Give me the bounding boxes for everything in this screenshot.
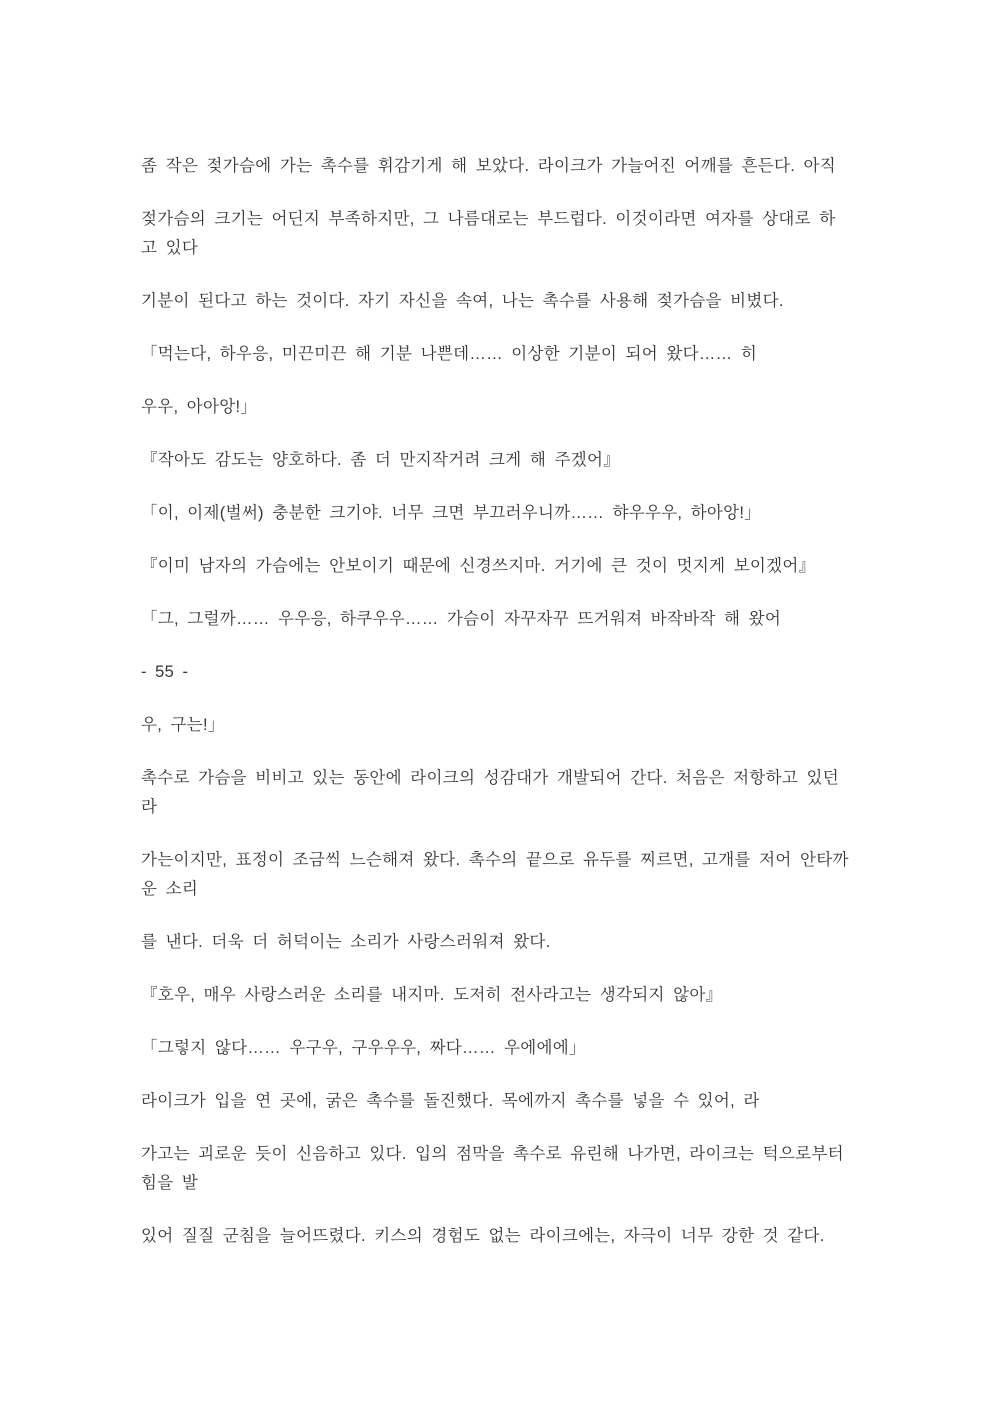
- paragraph: [141, 981, 881, 1010]
- text-line: 젖가슴의 크기는 어딘지 부족하지만, 그 나름대로는 부드럽다. 이것이라면 여자를 상대로 하: [141, 210, 836, 228]
- page-number: [141, 658, 881, 687]
- paragraph: [141, 340, 881, 369]
- text-line: 「그렇지 않다…… 우구우, 구우우우, 짜다…… 우에에에」: [141, 1039, 586, 1057]
- text-line: 우우, 아아앙!」: [141, 398, 258, 416]
- paragraph: [141, 552, 881, 581]
- text-line: 「이, 이제(벌써) 충분한 크기야. 너무 크면 부끄러우니까…… 햐우우우, 하아앙!」: [141, 504, 762, 522]
- text-line: 가고는 괴로운 듯이 신음하고 있다. 입의 점막을 촉수로 유린해 나가면, 라이크는 턱으로부터: [141, 1145, 844, 1163]
- paragraph: [141, 764, 881, 822]
- text-line: 『이미 남자의 가슴에는 안보이기 때문에 신경쓰지마. 거기에 큰 것이 멋지게 보이겠어』: [141, 557, 816, 575]
- paragraph: [141, 605, 881, 634]
- text-line: 가는이지만, 표정이 조금씩 느슨해져 왔다. 촉수의 끝으로 유두를 찌르면, 고개를 저어 안타까: [141, 851, 849, 869]
- text-line: 우, 구는!」: [141, 716, 225, 734]
- paragraph: [141, 205, 881, 263]
- paragraph: [141, 499, 881, 528]
- text-line: 「그, 그럴까…… 우우응, 하쿠우우…… 가슴이 자꾸자꾸 뜨거워져 바작바작 해 왔어: [141, 610, 782, 628]
- paragraph: [141, 1087, 881, 1116]
- paragraph: [141, 1222, 881, 1251]
- text-line: 라이크가 입을 연 곳에, 굵은 촉수를 돌진했다. 목에까지 촉수를 넣을 수 있어, 라: [141, 1092, 760, 1110]
- text-line: 촉수로 가슴을 비비고 있는 동안에 라이크의 성감대가 개발되어 간다. 처음은 저항하고 있던: [141, 769, 839, 787]
- page-number-label: - 55 -: [141, 663, 189, 681]
- text-line: 「먹는다, 하우응, 미끈미끈 해 기분 나쁜데…… 이상한 기분이 되어 왔다…… 히: [141, 345, 758, 363]
- text-line: 라: [141, 798, 158, 816]
- paragraph: [141, 446, 881, 475]
- paragraph: [141, 393, 881, 422]
- paragraph: [141, 711, 881, 740]
- text-line: 운 소리: [141, 880, 199, 898]
- document-body: [141, 152, 881, 1275]
- text-line: 를 낸다. 더욱 더 허덕이는 소리가 사랑스러워져 왔다.: [141, 933, 551, 951]
- text-line: 『작아도 감도는 양호하다. 좀 더 만지작거려 크게 해 주겠어』: [141, 451, 621, 469]
- text-line: 있어 질질 군침을 늘어뜨렸다. 키스의 경험도 없는 라이크에는, 자극이 너무 강한 것 같다.: [141, 1227, 825, 1245]
- text-line: 기분이 된다고 하는 것이다. 자기 자신을 속여, 나는 촉수를 사용해 젖가슴을 비볐다.: [141, 292, 784, 310]
- text-line: 좀 작은 젖가슴에 가는 촉수를 휘감기게 해 보았다. 라이크가 가늘어진 어깨를 흔든다. 아직: [141, 157, 836, 175]
- paragraph: [141, 1034, 881, 1063]
- paragraph: [141, 1140, 881, 1198]
- paragraph: [141, 928, 881, 957]
- paragraph: [141, 152, 881, 181]
- text-line: 『호우, 매우 사랑스러운 소리를 내지마. 도저히 전사라고는 생각되지 않아』: [141, 986, 723, 1004]
- text-line: 고 있다: [141, 239, 199, 257]
- paragraph: [141, 287, 881, 316]
- text-line: 힘을 발: [141, 1174, 199, 1192]
- paragraph: [141, 846, 881, 904]
